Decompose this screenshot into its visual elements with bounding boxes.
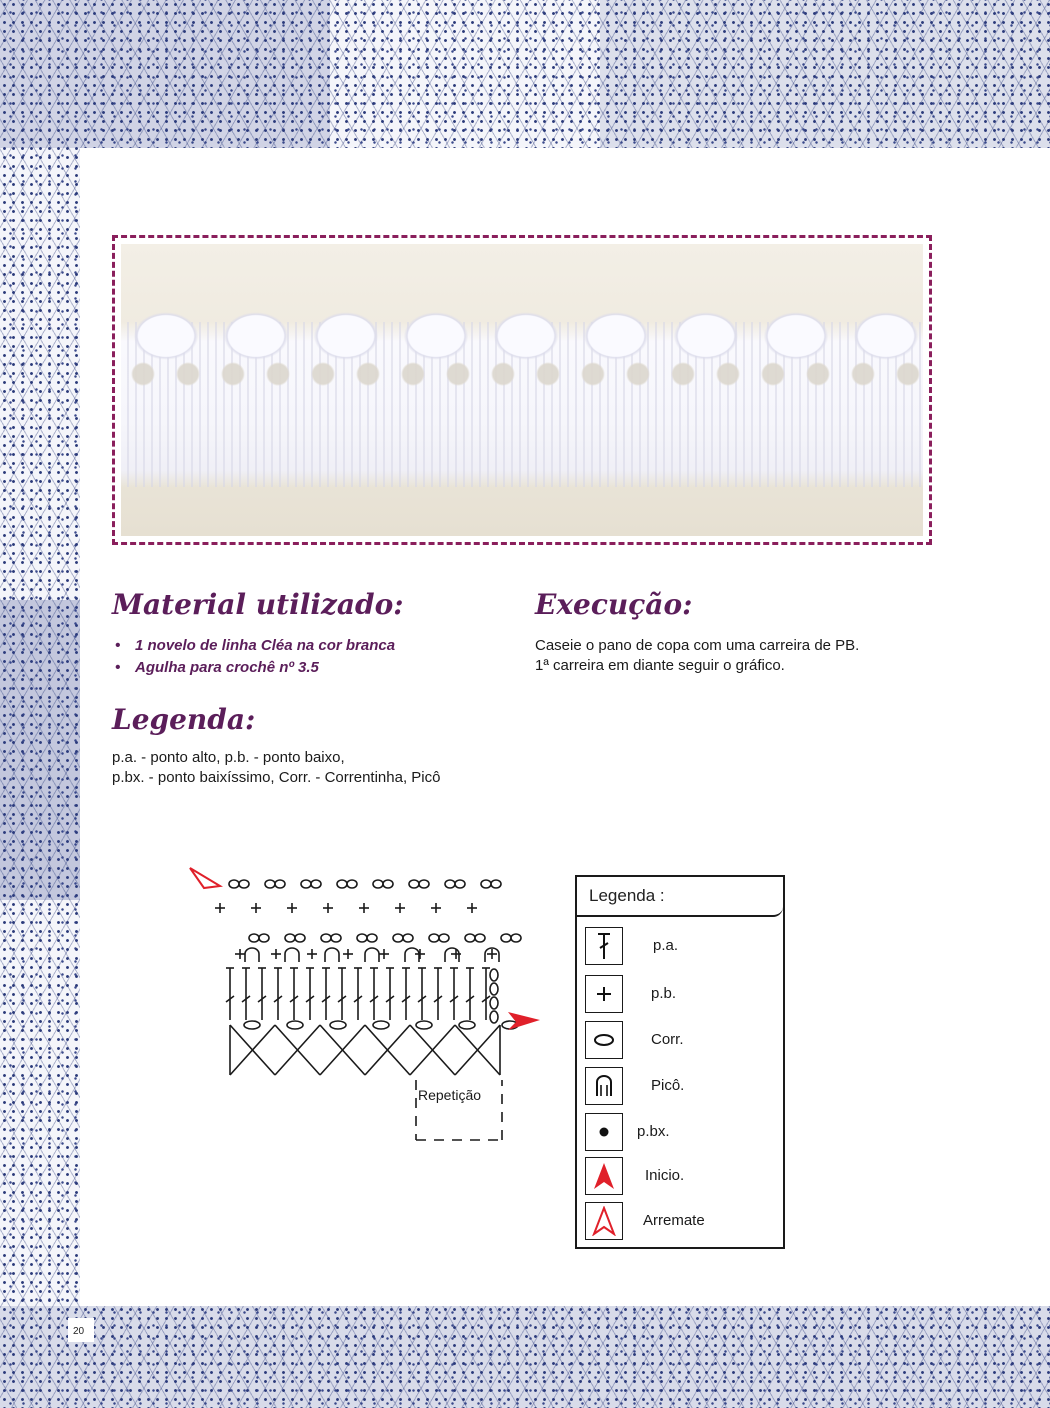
corr-symbol (311, 880, 321, 888)
corr-symbol (357, 934, 367, 942)
pbx-icon (585, 1113, 623, 1151)
legend-box-title: Legenda : (577, 877, 783, 917)
corr-symbol (229, 880, 239, 888)
legend-row-pbx (585, 1113, 780, 1153)
corr-symbol (295, 934, 305, 942)
corr-symbol (419, 880, 429, 888)
corr-symbol (383, 880, 393, 888)
corr-symbol (490, 1011, 498, 1023)
lace-holes (121, 344, 923, 404)
corr-symbol (285, 934, 295, 942)
corr-symbol (265, 880, 275, 888)
material-list (113, 635, 395, 679)
legend-row-arremate (585, 1202, 780, 1242)
legenda-line: p.a. - ponto alto, p.b. - ponto baixo, (112, 749, 345, 766)
execucao-line: 1ª carreira em diante seguir o gráfico. (535, 657, 785, 674)
material-item: • Agulha para crochê nº 3.5 (113, 657, 395, 679)
corr-symbol (287, 1021, 303, 1029)
legend-label: p.bx. (637, 1123, 670, 1140)
corr-symbol (301, 880, 311, 888)
corr-symbol (275, 880, 285, 888)
repeat-label: Repetição (418, 1087, 482, 1103)
pico-symbol (285, 948, 299, 962)
corr-icon (585, 1021, 623, 1059)
corr-symbol (373, 880, 383, 888)
corr-symbol (490, 983, 498, 995)
legenda-line: p.bx. - ponto baixíssimo, Corr. - Correntinha, Picô (112, 769, 441, 786)
legend-label: Inicio. (645, 1167, 685, 1184)
corr-symbol (373, 1021, 389, 1029)
arremate-marker (190, 868, 220, 888)
background-pattern (600, 0, 1050, 148)
execucao-line: Caseie o pano de copa com uma carreira de PB. (535, 637, 860, 654)
crochet-chart-diagram (180, 850, 560, 1150)
pa-icon (585, 927, 623, 965)
execucao-title: Execução: (535, 588, 693, 621)
corr-symbol (429, 934, 439, 942)
corr-symbol (490, 997, 498, 1009)
corr-symbol (347, 880, 357, 888)
pico-icon (585, 1067, 623, 1105)
corr-symbol (249, 934, 259, 942)
corr-symbol (321, 934, 331, 942)
legend-label: Picô. (651, 1077, 685, 1094)
background-pattern (0, 0, 330, 148)
corr-symbol (409, 880, 419, 888)
lace-photo (121, 244, 923, 536)
pico-symbol (245, 948, 259, 962)
pico-symbol (405, 948, 419, 962)
corr-symbol (403, 934, 413, 942)
pico-symbol (445, 948, 459, 962)
corr-symbol (475, 934, 485, 942)
corr-symbol (481, 880, 491, 888)
corr-symbol (465, 934, 475, 942)
background-pattern (0, 1306, 1050, 1408)
corr-symbol (367, 934, 377, 942)
inicio-icon (585, 1157, 623, 1195)
arremate-icon (585, 1202, 623, 1240)
pb-icon (585, 975, 623, 1013)
legend-row-inicio (585, 1157, 780, 1197)
corr-symbol (439, 934, 449, 942)
legend-label: p.a. (653, 937, 679, 954)
corr-symbol (511, 934, 521, 942)
page-number: 20 (73, 1326, 85, 1337)
corr-symbol (331, 934, 341, 942)
legend-row-pico (585, 1067, 780, 1107)
corr-symbol (490, 969, 498, 981)
corr-symbol (445, 880, 455, 888)
corr-symbol (501, 934, 511, 942)
material-title: Material utilizado: (112, 588, 404, 621)
legend-label: Arremate (643, 1212, 705, 1229)
material-item: • 1 novelo de linha Cléa na cor branca (113, 635, 395, 657)
legend-label: p.b. (651, 985, 677, 1002)
corr-symbol (259, 934, 269, 942)
corr-symbol (330, 1021, 346, 1029)
corr-symbol (491, 880, 501, 888)
legend-row-corr (585, 1021, 780, 1061)
corr-symbol (239, 880, 249, 888)
corr-symbol (337, 880, 347, 888)
corr-symbol (459, 1021, 475, 1029)
lace-photo-frame (112, 235, 932, 545)
legend-row-pa (585, 927, 780, 967)
legenda-title: Legenda: (112, 703, 256, 736)
background-pattern (0, 600, 80, 900)
legend-box (575, 875, 785, 1249)
corr-symbol (416, 1021, 432, 1029)
corr-symbol (393, 934, 403, 942)
pico-symbol (325, 948, 339, 962)
corr-symbol (455, 880, 465, 888)
legend-row-pb (585, 975, 780, 1015)
legend-label: Corr. (651, 1031, 684, 1048)
pico-symbol (365, 948, 379, 962)
corr-symbol (244, 1021, 260, 1029)
